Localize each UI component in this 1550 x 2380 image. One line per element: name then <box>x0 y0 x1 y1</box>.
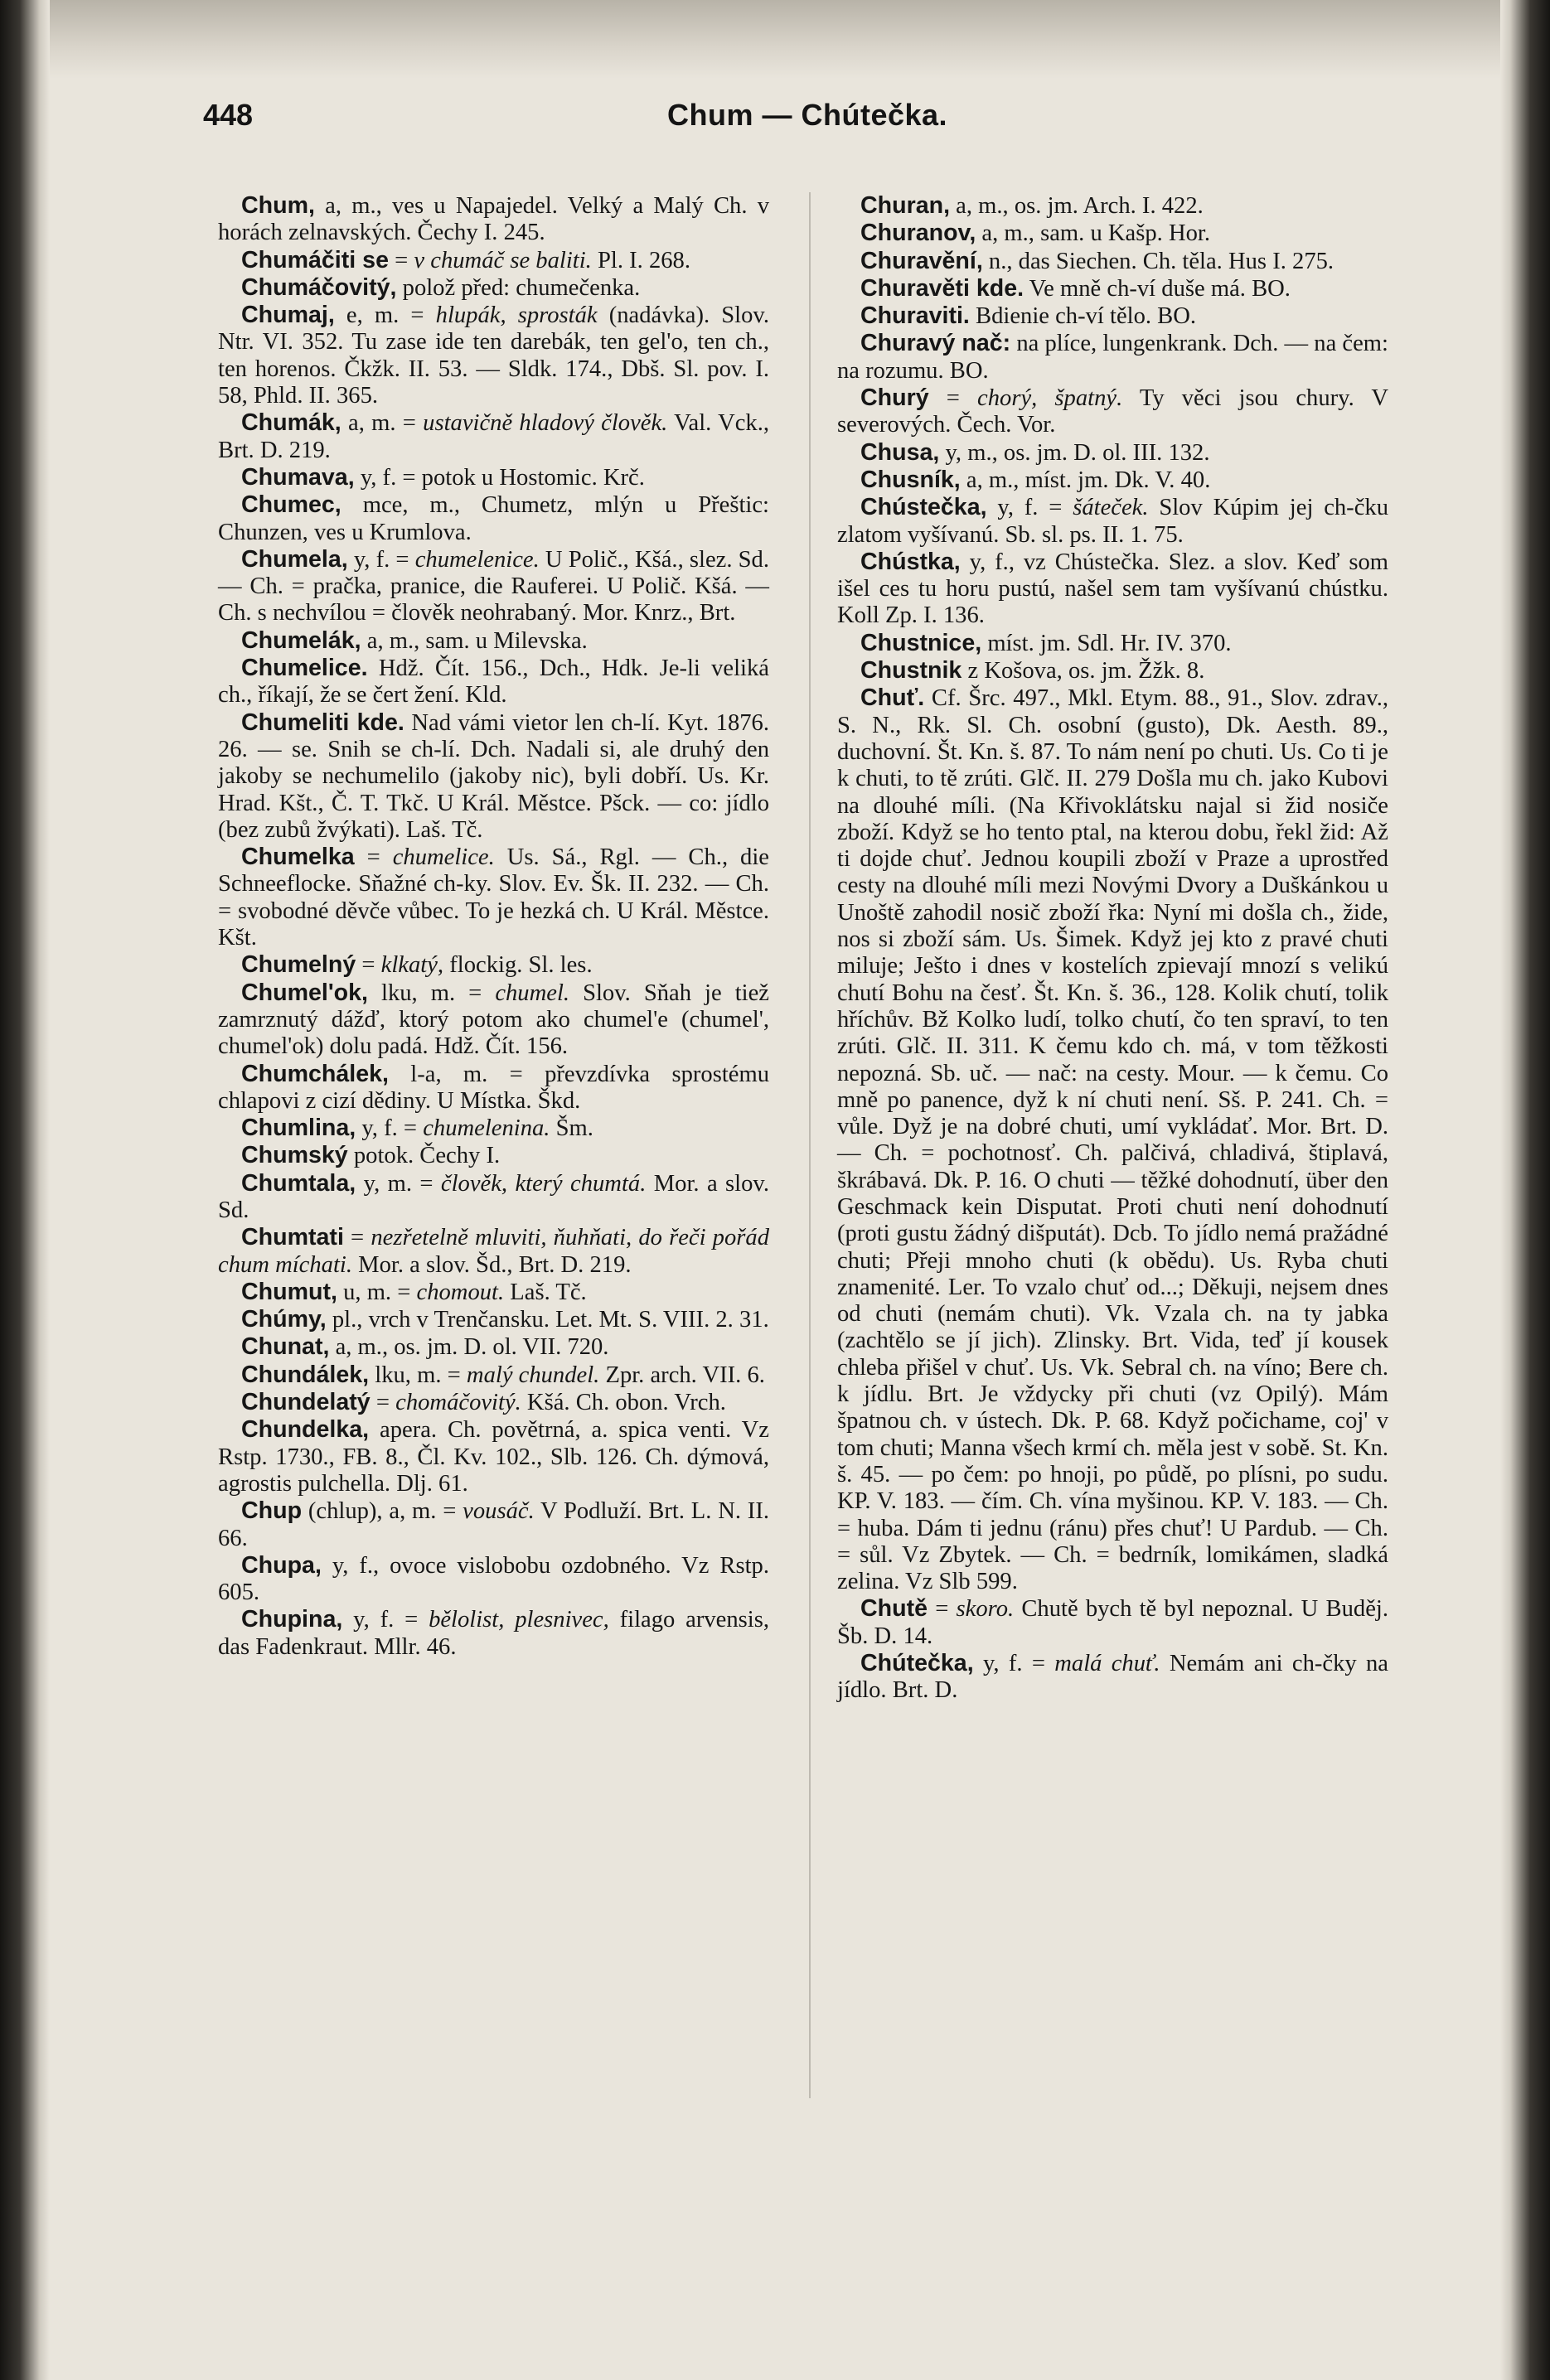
entry-headword: Chumut, <box>241 1278 337 1305</box>
entry-definition: člověk, který chumtá. <box>440 1170 647 1197</box>
entry-definition: chorý, špatný. <box>977 385 1123 412</box>
entry-text: y, f. = <box>347 546 415 573</box>
entry-headword: Chuť. <box>860 684 925 712</box>
dictionary-entry <box>218 1170 769 1225</box>
entry-headword: Chupa, <box>241 1551 322 1579</box>
dictionary-entry <box>218 274 769 302</box>
dictionary-entry <box>218 192 769 247</box>
entry-headword: Chumec, <box>241 491 341 519</box>
entry-text: apera. Ch. povětrná, a. spica venti. Vz Rstp. 1730., FB. 8., Čl. Kv. 102., Slb. 126. Ch. dýmová, agrostis pulchella. Dlj. 61. <box>218 1417 769 1497</box>
dictionary-entry <box>218 464 769 491</box>
dictionary-entry <box>218 1362 769 1389</box>
entry-definition: hlupák, sprosták <box>435 302 598 329</box>
dictionary-entry <box>837 549 1388 630</box>
entry-headword: Chup <box>241 1497 303 1525</box>
dictionary-entry <box>218 546 769 627</box>
dictionary-entry <box>218 491 769 546</box>
entry-text: a, m., sam. u Milevska. <box>361 627 588 654</box>
dictionary-entry <box>218 1279 769 1306</box>
dictionary-entry <box>218 844 769 951</box>
dictionary-entry <box>837 657 1388 684</box>
entry-text: = <box>343 1225 371 1251</box>
entry-headword: Chústka, <box>860 548 961 575</box>
entry-headword: Chumela, <box>241 545 348 573</box>
entry-text: Bdienie ch-ví tělo. BO. <box>969 303 1197 330</box>
dictionary-entry <box>837 248 1388 275</box>
running-head: Chum — Chútečka. <box>667 98 948 132</box>
entry-headword: Chumtati <box>241 1224 344 1251</box>
dictionary-entry <box>218 1306 769 1333</box>
entry-headword: Chunat, <box>241 1333 330 1361</box>
entry-text: l-a, m. = převzdívka sprostému chlapovi z cizí dědiny. U Místka. Škd. <box>218 1061 769 1114</box>
entry-headword: Churavý nač: <box>860 330 1011 357</box>
entry-text-continued: Val. Vck., Brt. D. 219. <box>218 410 770 463</box>
entry-headword: Chumáčovitý, <box>241 273 397 301</box>
entry-text: Hdž. Čít. 156., Dch., Hdk. Je-li veliká ch., říkají, že se čert žení. Kld. <box>218 655 769 709</box>
entry-headword: Chumelák, <box>241 626 361 654</box>
dictionary-entry <box>837 192 1388 220</box>
entry-text-continued: Mor. a slov. Šd., Brt. D. 219. <box>352 1251 632 1278</box>
entry-definition: klkatý, <box>380 952 444 979</box>
entry-text: míst. jm. Sdl. Hr. IV. 370. <box>981 630 1232 656</box>
entry-headword: Chumelice. <box>241 655 368 682</box>
entry-text: y, f. = potok u Hostomic. Krč. <box>354 464 645 491</box>
entry-headword: Chumel'ok, <box>241 979 368 1006</box>
entry-headword: Chumelný <box>241 951 356 979</box>
dictionary-entry <box>218 1606 769 1661</box>
entry-text-continued: Us. Sá., Rgl. — Ch., die Schneeflocke. Sňažné ch-ky. Slov. Ev. Šk. II. 232. — Ch. = svobodné děvče vůbec. To je hezká ch. U Král. Městce. Kšt. <box>218 844 769 951</box>
entry-text: Cf. Šrc. 497., Mkl. Etym. 88., 91., Slov. zdrav., S. N., Rk. Sl. Ch. osobní (gusto), Dk. Aesth. 89., duchovní. Št. Kn. š. 87. To nám není po chuti. Us. Co ti je k chuti, to tě zrúti. Glč. II. 279 Došla mu ch. jako Kubovi na dlouhé míli. (Na Křivoklátsku najal si žid nosiče zboží. Když se ho tento ptal, na kterou dobu, řekl žid: Až ti dojde chuť. Jednou koupili zboží v Praze a uprostřed cesty na dlouhé míli mezi Novými Dvory a Duškánkou u Unoště zahodil nosič zboží řka: Nyní mi došla ch., žide, nos si zboží sám. Us. Šimek. Když jej kto z pravé chuti miluje; Ješto i dnes v kostelích zpievají mnozí s velikú chutí Bohu na česť. Št. Kn. š. 36., 128. Kolik chutí, tolik hříchův. Bž Kolko ludí, tolko chutí, čo ten spraví, to ten zrúti. Glč. II. 311. K čemu kdo ch. má, v tom těžkosti nepozná. Sb. uč. — nač: na cesty. Mour. — k čemu. Co mně po panence, dyž k ní chuti není. Sš. P. 241. Ch. = vůle. Dyž je na dobré chuti, umí vykládať. Mor. Brt. D. — Ch. = pochotnosť. Ch. palčivá, chladivá, štiplavá, škrábavá. Dk. P. 16. O chuti — těžké dohodnutí, über den Geschmack kein Disputat. Proti chuti není dohodnutí (proti gustu žádný dišputát). Dcb. To jídlo nemá pražádné chuti; Přeji mnoho chuti (k obědu). Us. Ryba chuti znamenité. Ler. To vzalo chuť od...; Děkuji, nejsem dnes od chuti (nemám chuti). Vk. Vzala ch. na ty jabka (zachtělo se jí jich). Zlinsky. Brt. Vida, teď jí kousek chleba přišel v chuť. Us. Vk. Sebral ch. na víno; Bere ch. k jídlu. Brt. Je vždycky při chuti (vz Opilý). Mám špatnou ch. v ústech. Dk. P. 68. Když počichame, coj' v tom chuti; Manna všech krmí ch. měla jest v sobě. St. Kn. š. 45. — po čem: po hnoji, po půdě, po plísni, po sudu. KP. V. 183. — čím. Ch. vína myšinou. KP. V. 183. — Ch. = huba. Dám ti jednu (ránu) přes chuť! U Pardub. — Ch. = sůl. Vz Zbytek. — Ch. = bedrník, lomikámen, sladká zelina. Vz Slb 599. <box>837 685 1388 1595</box>
entry-text: n., das Siechen. Ch. těla. Hus I. 275. <box>982 248 1334 274</box>
entry-definition: chomout. <box>416 1279 505 1305</box>
entry-headword: Chusa, <box>860 438 940 466</box>
entry-headword: Chutě <box>860 1595 928 1623</box>
entry-headword: Chútečka, <box>860 1650 974 1677</box>
column-divider <box>809 192 811 2098</box>
dictionary-entry <box>837 467 1388 494</box>
entry-text: Ve mně ch-ví duše má. BO. <box>1024 275 1291 302</box>
dictionary-entry <box>837 302 1388 330</box>
entry-definition: nezřetelně mluviti, ňuhňati, do řeči pořád chum míchati. <box>218 1225 769 1278</box>
dictionary-entry <box>837 494 1388 549</box>
dictionary-entry <box>837 385 1388 439</box>
entry-headword: Chundelatý <box>241 1389 371 1416</box>
entry-headword: Chumský <box>241 1142 348 1169</box>
entry-text-continued: flockig. Sl. les. <box>443 952 593 979</box>
entry-text: a, m., os. jm. Arch. I. 422. <box>950 193 1204 219</box>
entry-text: lku, m. = <box>369 1362 467 1388</box>
entry-text: z Košova, os. jm. Žžk. 8. <box>961 658 1205 684</box>
entry-text: mce, m., Chumetz, mlýn u Přeštic: Chunzen, ves u Krumlova. <box>218 492 769 545</box>
dictionary-entry <box>218 1416 769 1497</box>
entry-text: = <box>388 247 414 273</box>
dictionary-entry <box>218 409 769 464</box>
entry-text: y, m. = <box>356 1170 441 1197</box>
entry-text: e, m. = <box>334 302 436 329</box>
dictionary-entry <box>218 1333 769 1361</box>
page-right-shadow <box>1500 0 1550 2380</box>
entry-text-continued: Pl. I. 268. <box>591 247 690 273</box>
entry-headword: Chum, <box>241 192 315 219</box>
dictionary-entry <box>837 630 1388 657</box>
entry-headword: Chúmy, <box>241 1306 327 1333</box>
entry-definition: ustavičně hladový člověk. <box>423 410 668 437</box>
entry-headword: Chumchálek, <box>241 1060 389 1087</box>
entry-headword: Chundálek, <box>241 1361 370 1388</box>
dictionary-entry <box>218 1142 769 1169</box>
entry-text: pl., vrch v Trenčansku. Let. Mt. S. VIII. 2. 31. <box>326 1307 769 1333</box>
dictionary-entry <box>837 275 1388 302</box>
dictionary-entry <box>218 1389 769 1416</box>
entry-text-continued: Šm. <box>550 1115 593 1142</box>
dictionary-entry <box>837 684 1388 1595</box>
entry-definition: chumelenina. <box>423 1115 550 1142</box>
entry-text: u, m. = <box>337 1279 417 1305</box>
entry-text: = <box>928 1596 957 1623</box>
entry-text: = <box>370 1390 396 1416</box>
entry-text: a, m., os. jm. D. ol. VII. 720. <box>329 1334 609 1361</box>
dictionary-entry <box>837 1650 1388 1705</box>
entry-headword: Chusník, <box>860 466 961 493</box>
entry-headword: Chumtala, <box>241 1169 356 1197</box>
entry-text: y, f. = <box>342 1607 429 1633</box>
entry-definition: šáteček. <box>1073 495 1149 521</box>
entry-text-continued: Laš. Tč. <box>504 1279 587 1305</box>
entry-text: a, m., ves u Napajedel. Velký a Malý Ch. v horách zelnavských. Čechy I. 245. <box>218 193 769 246</box>
entry-headword: Chumaj, <box>241 302 335 329</box>
entry-headword: Churavění, <box>860 247 983 274</box>
entry-definition: chumel. <box>495 980 570 1006</box>
dictionary-entry <box>218 655 769 709</box>
entry-text: a, m., sam. u Kašp. Hor. <box>976 220 1211 247</box>
entry-headword: Chupina, <box>241 1606 343 1633</box>
entry-text: y, f. = <box>986 495 1073 521</box>
entry-headword: Churan, <box>860 192 951 219</box>
entry-text: Nad vámi vietor len ch-lí. Kyt. 1876. 26. — se. Snih se ch-lí. Dch. Nadali si, ale druhý den jakoby se nechumelilo (jakoby nic), byli dobří. Us. Kr. Hrad. Kšt., Č. T. Tkč. U Král. Městce. Pšck. — co: jídlo (bez zubů žvýkati). Laš. Tč. <box>218 709 769 843</box>
dictionary-entry <box>218 980 769 1061</box>
entry-text: (chlup), a, m. = <box>302 1498 463 1525</box>
left-column <box>218 192 769 1661</box>
entry-definition: v chumáč se baliti. <box>414 247 592 273</box>
entry-text: polož před: chumečenka. <box>396 274 641 301</box>
dictionary-entry <box>218 1497 769 1552</box>
page-top-shadow <box>0 0 1550 79</box>
page-header <box>203 98 1347 148</box>
entry-text-continued: (nadávka). Slov. Ntr. VI. 352. Tu zase ide ten darebák, ten gel'o, ten ch., ten horenos. Čkžk. II. 53. — Sldk. 174., Dbš. Sl. pov. I. 58, Phld. II. 365. <box>218 302 769 409</box>
entry-text: y, m., os. jm. D. ol. III. 132. <box>939 439 1210 466</box>
dictionary-entry <box>837 439 1388 467</box>
entry-text-continued: U Polič., Kšá., slez. Sd. — Ch. = pračka, pranice, die Rauferei. U Polič. Kšá. — Ch. s nechvílou = člověk neohrabaný. Mor. Knrz., Brt. <box>218 546 769 626</box>
entry-text-continued: filago arvensis, das Fadenkraut. Mllr. 46. <box>218 1607 769 1660</box>
entry-headword: Chustnice, <box>860 629 982 656</box>
entry-headword: Chustnik <box>860 657 962 684</box>
entry-definition: skoro. <box>956 1596 1015 1623</box>
entry-definition: malá chuť. <box>1054 1651 1160 1677</box>
entry-text-continued: Kšá. Ch. obon. Vrch. <box>521 1390 726 1416</box>
entry-headword: Chústečka, <box>860 494 987 521</box>
entry-text: y, f. = <box>973 1651 1055 1677</box>
entry-text: a, m., míst. jm. Dk. V. 40. <box>960 467 1211 493</box>
dictionary-entry <box>837 330 1388 385</box>
entry-definition: bělolist, plesnivec, <box>429 1607 609 1633</box>
entry-text: y, f., ovoce vislobobu ozdobného. Vz Rstp. 605. <box>218 1552 769 1606</box>
entry-text-continued: V Podluží. Brt. L. N. II. 66. <box>218 1498 769 1551</box>
entry-definition: chomáčovitý. <box>395 1390 521 1416</box>
page-left-shadow <box>0 0 50 2380</box>
entry-definition: malý chundel. <box>466 1362 600 1388</box>
entry-headword: Chumlina, <box>241 1115 356 1142</box>
entry-text: y, f. = <box>356 1115 424 1142</box>
entry-headword: Chumák, <box>241 409 341 437</box>
dictionary-entry <box>837 1595 1388 1650</box>
entry-text-continued: Slov Kúpim jej ch-čku zlatom vyšívanú. Sb. sl. ps. II. 1. 75. <box>837 495 1388 548</box>
entry-text: = <box>356 952 381 979</box>
entry-text-continued: Mor. a slov. Sd. <box>218 1170 769 1223</box>
dictionary-entry <box>218 627 769 655</box>
dictionary-entry <box>218 1552 769 1607</box>
entry-text: y, f., vz Chústečka. Slez. a slov. Keď som išel ces tu horu pustú, našel sem tam vyšívanú chústku. Koll Zp. I. 136. <box>837 549 1388 629</box>
dictionary-entry <box>218 709 769 844</box>
entry-headword: Churaviti. <box>860 302 970 330</box>
entry-headword: Chumeliti kde. <box>241 709 404 736</box>
entry-text-continued: Chutě bych tě byl nepoznal. U Buděj. Šb. D. 14. <box>837 1596 1388 1649</box>
entry-headword: Churavěti kde. <box>860 274 1024 302</box>
entry-text: a, m. = <box>341 410 424 437</box>
entry-headword: Chundelka, <box>241 1416 370 1444</box>
entry-definition: chumelenice. <box>414 546 540 573</box>
entry-text-continued: Ty věci jsou chury. V severových. Čech. Vor. <box>837 385 1388 438</box>
dictionary-entry <box>218 1115 769 1142</box>
entry-text-continued: Zpr. arch. VII. 6. <box>599 1362 765 1388</box>
dictionary-entry <box>218 951 769 979</box>
entry-headword: Chumava, <box>241 463 355 491</box>
entry-definition: chumelice. <box>392 844 495 871</box>
entry-text: lku, m. = <box>367 980 496 1006</box>
dictionary-entry <box>218 247 769 274</box>
entry-text: potok. Čechy I. <box>347 1143 501 1169</box>
right-column <box>837 192 1388 1705</box>
page-number: 448 <box>203 98 254 132</box>
entry-text: = <box>354 844 393 871</box>
entry-text-continued: Nemám ani ch-čky na jídlo. Brt. D. <box>837 1651 1388 1704</box>
entry-text: na plíce, lungenkrank. Dch. — na čem: na rozumu. BO. <box>837 331 1388 384</box>
dictionary-entry <box>218 1061 769 1115</box>
entry-definition: vousáč. <box>463 1498 535 1525</box>
entry-text: = <box>928 385 978 412</box>
entry-headword: Chumáčiti se <box>241 246 389 273</box>
entry-headword: Churý <box>860 385 929 412</box>
entry-headword: Chumelka <box>241 844 355 871</box>
entry-headword: Churanov, <box>860 220 976 247</box>
dictionary-entry <box>218 302 769 409</box>
dictionary-entry <box>837 220 1388 247</box>
entry-text-continued: Slov. Sňah je tiež zamrznutý dážď, ktorý potom ako chumel'e (chumel', chumel'ok) dolu padá. Hdž. Čít. 156. <box>218 980 769 1060</box>
dictionary-entry <box>218 1224 769 1279</box>
